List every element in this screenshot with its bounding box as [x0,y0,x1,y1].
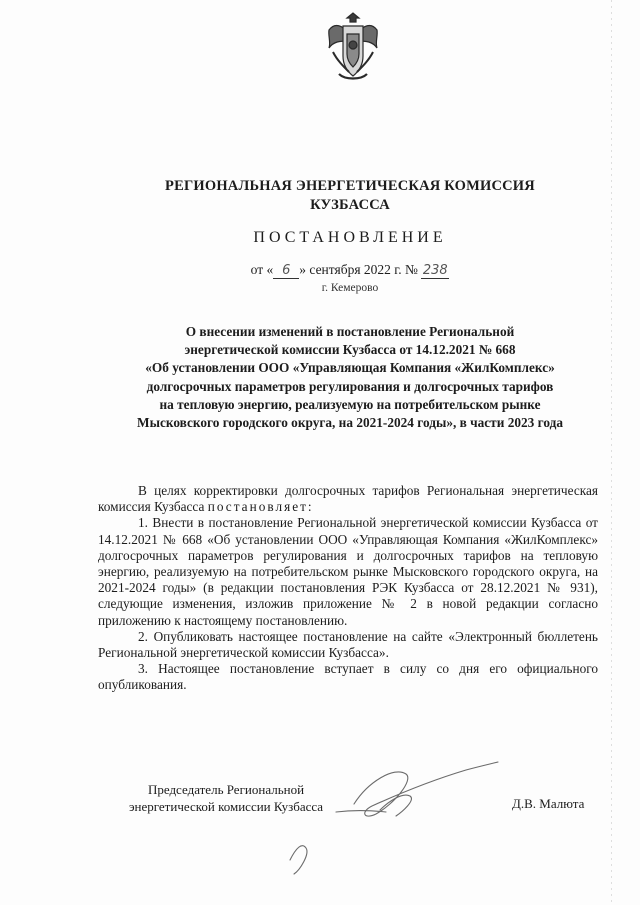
subject-line: долгосрочных параметров регулирования и долгосрочных тарифов [146,378,554,394]
date-day-handwritten: 6 [273,264,299,279]
signatory-name: Д.В. Малюта [512,796,585,811]
signatory-position-line2: энергетической комиссии Кузбасса [128,799,324,814]
date-number-line [100,262,600,279]
subject-line: энергетической комиссии Кузбасса от 14.12.2021 № 668 [184,342,516,358]
subject-line: О внесении изменений в постановление Региональной [185,324,515,339]
intro-text: В целях корректировки долгосрочных тарифов Региональная энергетическая комиссия Кузбасса [98,483,598,515]
scan-edge-artifact [611,0,612,905]
document-number-handwritten: 238 [422,263,448,278]
subject-line: Мысковского городского округа, на 2021-2024 годы», в части 2023 года [137,415,563,431]
city-label: г. Кемерово [321,282,379,294]
decree-word: постановляет: [207,499,314,515]
document-type-title: ПОСТАНОВЛЕНИЕ [253,229,447,246]
document-subject [98,323,602,432]
date-suffix: » сентября 2022 г. № [299,262,418,277]
issuer-name-line1: РЕГИОНАЛЬНАЯ ЭНЕРГЕТИЧЕСКАЯ КОМИССИЯ [165,178,535,194]
clause-3: 3. Настоящее постановление вступает в силу со дня его официального опубликования. [98,661,598,693]
issuer-name-line2: КУЗБАССА [310,197,390,213]
clause-2: 2. Опубликовать настоящее постановление на сайте «Электронный бюллетень Региональной энергетической комиссии Кузбасса». [98,628,598,661]
subject-line: «Об установлении ООО «Управляющая Компания «ЖилКомплекс» [145,360,555,376]
intro-paragraph [98,483,598,515]
document-body [98,483,598,694]
clause-1: 1. Внести в постановление Региональной энергетической комиссии Кузбасса от 14.12.2021 № 668 «Об установлении ООО «Управляющая Компания «ЖилКомплекс» долгосрочных параметров регулирования и долгосрочных тарифов на тепловую энергию, реализуемую на потребительском рынке Мысковского городского округа, на 2021-2024 годы» (в редакции постановления РЭК Кузбасса от 28.12.2021 № 931), следующие изменения, изложив приложение № 2 в новой редакции согласно приложению к настоящему постановлению. [98,515,598,628]
subject-line: на тепловую энергию, реализуемую на потребительском рынке [159,396,541,412]
handwritten-signature [276,752,516,882]
signatory-position-line1: Председатель Региональной [147,782,305,797]
coat-of-arms-icon [325,12,381,84]
date-prefix: от « [250,262,274,277]
